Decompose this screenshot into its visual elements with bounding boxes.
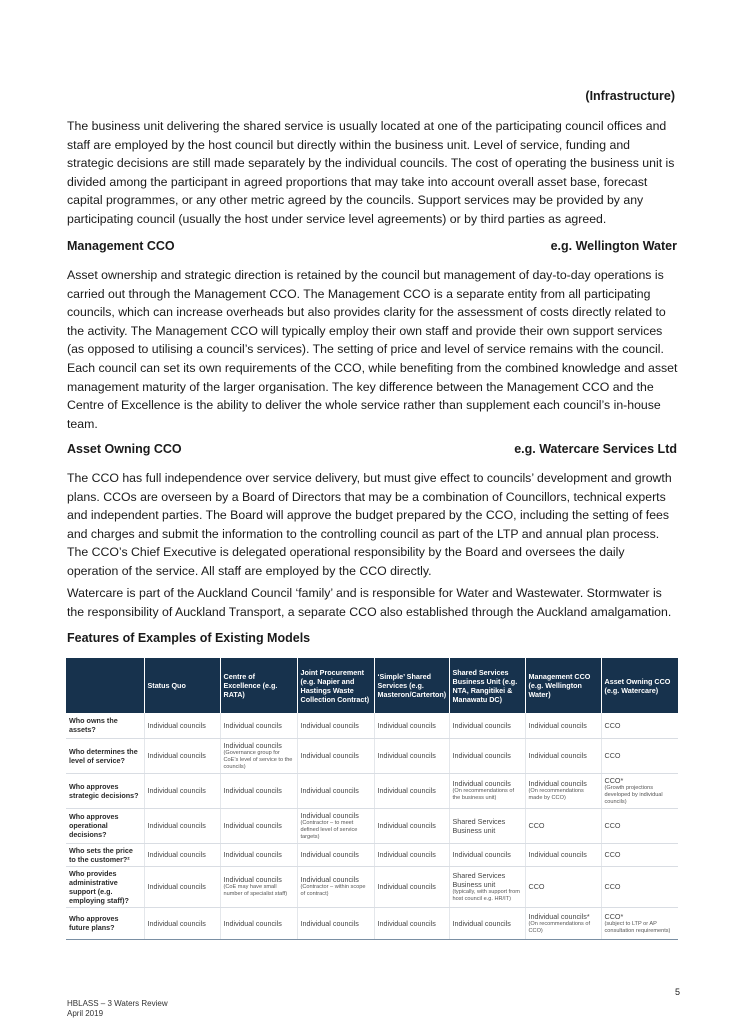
cell-value: Individual councils	[377, 918, 436, 928]
cell-value: Shared Services Business unit	[452, 816, 506, 835]
cell-value: Individual councils	[452, 779, 511, 788]
asset-owning-cco-title: Asset Owning CCO	[67, 442, 182, 456]
table-cell	[449, 907, 525, 939]
cell-value: Individual councils	[528, 850, 587, 859]
management-cco-title: Management CCO	[67, 239, 175, 253]
table-cell	[449, 713, 525, 738]
management-cco-paragraph: Asset ownership and strategic direction is retained by the council but management of day-to-day operations is carried out through the Management CCO. The Management CCO is a separate entity from all participating councils, which can increase overheads but also provides clarity for the assessment of costs directly related to the activity. The Management CCO will typically employ their own staff and provide their own support services (as opposed to utilising a council’s services). The setting of price and level of service remains with the council. Each council can set its own requirements of the CCO, while benefiting from the combined knowledge and asset management maturity of the larger organisation. The key difference between the Management CCO and the Centre of Excellence is the ability to deliver the whole service rather than supplement each council’s in-house team.	[67, 268, 678, 431]
table-cell	[525, 907, 601, 939]
table-row	[66, 907, 678, 939]
cell-value: CCO	[604, 821, 621, 830]
cell-note: (subject to LTP or AP consultation requirements)	[604, 920, 671, 934]
column-header: Status Quo	[144, 658, 220, 713]
cell-value: Individual councils*	[528, 911, 590, 921]
table-cell	[449, 843, 525, 866]
table-row	[66, 713, 678, 738]
cell-value: CCO*	[604, 911, 624, 921]
table-cell	[220, 738, 297, 773]
cell-note: (Contractor – within scope of contract)	[300, 884, 366, 897]
cell-value: Individual councils	[147, 850, 206, 859]
table-cell	[220, 808, 297, 843]
cell-value: Individual councils	[377, 751, 436, 760]
cell-value: Individual councils	[300, 850, 359, 859]
table-cell	[144, 773, 220, 808]
table-cell	[144, 808, 220, 843]
table-cell	[449, 773, 525, 808]
table-cell	[601, 907, 678, 939]
cell-value: Shared Services Business unit	[452, 870, 506, 889]
table-cell	[297, 713, 374, 738]
management-cco-example: e.g. Wellington Water	[550, 239, 677, 253]
cell-value: Individual councils	[300, 720, 359, 730]
cell-note: (CoE may have small number of specialist staff)	[223, 884, 288, 897]
cell-value: Individual councils	[147, 821, 206, 830]
cell-value: Individual councils	[377, 850, 436, 859]
cell-value: Individual councils	[452, 850, 511, 859]
table-cell	[144, 866, 220, 907]
column-header: Asset Owning CCO (e.g. Watercare)	[601, 658, 678, 713]
features-table	[66, 658, 678, 940]
cell-value: Individual councils	[147, 720, 206, 730]
cell-value: Individual councils	[223, 821, 282, 830]
cell-value: Individual councils	[300, 875, 359, 884]
table-cell	[449, 808, 525, 843]
cell-value: Individual councils	[223, 720, 282, 730]
table-cell	[144, 738, 220, 773]
cell-value: Individual councils	[452, 751, 511, 760]
table-cell	[220, 773, 297, 808]
table-cell	[144, 907, 220, 939]
asset-owning-cco-paragraph: The CCO has full independence over service delivery, but must give effect to councils’ development and growth plans. CCOs are overseen by a Board of Directors that may be a combination of Councillors, technical experts and independent parties. The Board will approve the budget prepared by the CCO, including the setting of fees and charges and submit the information to the controlling council as part of the LTP and annual plan process. The CCO’s Chief Executive is delegated operational responsibility by the Board and oversees the daily operation of the service. All staff are employed by the CCO directly.	[67, 471, 672, 578]
cell-value: Individual councils	[223, 740, 282, 750]
table-row	[66, 738, 678, 773]
table-cell	[374, 738, 449, 773]
column-header: Joint Procurement (e.g. Napier and Hastings Waste Collection Contract)	[297, 658, 374, 713]
page-number: 5	[674, 987, 680, 997]
cell-note: (On recommendations made by CCO)	[528, 788, 584, 801]
table-header-row	[66, 658, 678, 713]
row-label: Who approves strategic decisions?	[66, 773, 144, 808]
cell-value: Individual councils	[300, 918, 359, 928]
row-label: Who determines the level of service?	[66, 738, 144, 773]
row-label: Who provides administrative support (e.g. employing staff)?	[66, 866, 144, 907]
table-cell	[449, 738, 525, 773]
table-cell	[297, 843, 374, 866]
cell-value: Individual councils	[147, 882, 206, 891]
table-cell	[144, 843, 220, 866]
cell-value: Individual councils	[147, 786, 206, 795]
table-cell	[297, 773, 374, 808]
cell-note: (typically, with support from host council e.g. HR/IT)	[452, 888, 520, 902]
cell-value: Individual councils	[147, 751, 206, 760]
cell-value: Individual councils	[528, 751, 587, 760]
asset-owning-cco-heading	[67, 442, 677, 456]
table-cell	[220, 907, 297, 939]
management-cco-heading	[67, 239, 677, 253]
cell-value: Individual councils	[223, 875, 282, 884]
table-cell	[297, 738, 374, 773]
cell-note: (Growth projections developed by individual councils)	[604, 784, 663, 805]
cell-value: Individual councils	[300, 810, 359, 820]
cell-value: Individual councils	[147, 918, 206, 928]
cell-value: Individual councils	[377, 882, 436, 891]
cell-value: CCO	[528, 882, 545, 891]
cell-value: CCO	[604, 751, 621, 760]
cell-value: Individual councils	[528, 720, 587, 730]
row-label: Who owns the assets?	[66, 713, 144, 738]
table-cell	[449, 866, 525, 907]
cell-value: Individual councils	[300, 751, 359, 760]
cell-value: Individual councils	[223, 850, 282, 859]
section-tag: (Infrastructure)	[585, 89, 675, 103]
row-label: Who sets the price to the customer?²	[66, 843, 144, 866]
column-header: ‘Simple’ Shared Services (e.g. Masteron/Carterton)	[374, 658, 449, 713]
cell-value: Individual councils	[452, 720, 511, 730]
column-header: Shared Services Business Unit (e.g. NTA, Rangitikei & Manawatu DC)	[449, 658, 525, 713]
table-cell	[220, 843, 297, 866]
cell-value: Individual councils	[528, 779, 587, 788]
footer-date: April 2019	[67, 1008, 104, 1018]
cell-value: CCO	[604, 850, 621, 859]
watercare-paragraph: Watercare is part of the Auckland Council ‘family’ and is responsible for Water and Wastewater. Stormwater is the responsibility of Auckland Transport, a separate CCO also established through the Auckland amalgamation.	[67, 586, 672, 619]
table-cell	[220, 713, 297, 738]
column-header	[66, 658, 144, 713]
table-cell	[374, 907, 449, 939]
row-label: Who approves operational decisions?	[66, 808, 144, 843]
table-row	[66, 843, 678, 866]
table-row	[66, 773, 678, 808]
table-cell	[297, 866, 374, 907]
column-header: Centre of Excellence (e.g. RATA)	[220, 658, 297, 713]
table-cell	[374, 773, 449, 808]
cell-value: Individual councils	[377, 821, 436, 830]
cell-value: Individual councils	[223, 786, 282, 795]
cell-value: CCO	[604, 720, 621, 730]
table-cell	[525, 866, 601, 907]
table-cell	[601, 773, 678, 808]
table-cell	[525, 713, 601, 738]
table-cell	[374, 866, 449, 907]
business-unit-paragraph: The business unit delivering the shared service is usually located at one of the participating council offices and staff are employed by the host council but directly within the business unit. Level of service, funding and strategic decisions are still made separately by the individual councils. The cost of operating the business unit is divided among the participant in agreed proportions that may take into account overall asset base, forecast capital programmes, or any other metric agreed by the councils. Support services may be provided by any participating council (usually the host under service level agreements) or by third parties as agreed.	[67, 119, 675, 226]
table-row	[66, 808, 678, 843]
cell-value: CCO*	[604, 775, 624, 785]
column-header: Management CCO (e.g. Wellington Water)	[525, 658, 601, 713]
footer-title: HBLASS – 3 Waters Review	[67, 999, 168, 1008]
table-cell	[297, 907, 374, 939]
table-cell	[374, 843, 449, 866]
table-cell	[220, 866, 297, 907]
row-label: Who approves future plans?	[66, 907, 144, 939]
cell-value: Individual councils	[452, 918, 511, 928]
table-cell	[525, 773, 601, 808]
footer	[67, 999, 168, 1018]
cell-note: (Contractor – to meet defined level of service targets)	[300, 819, 358, 840]
cell-note: (On recommendations of CCO)	[528, 920, 591, 934]
cell-value: Individual councils	[300, 786, 359, 795]
table-cell	[374, 808, 449, 843]
table-cell	[525, 808, 601, 843]
table-title: Features of Examples of Existing Models	[67, 631, 311, 645]
table-cell	[601, 713, 678, 738]
asset-owning-cco-example: e.g. Watercare Services Ltd	[514, 442, 677, 456]
table-cell	[374, 713, 449, 738]
cell-note: (On recommendations of the business unit)	[452, 788, 515, 801]
table-cell	[601, 843, 678, 866]
cell-value: CCO	[604, 882, 621, 891]
cell-value: Individual councils	[377, 786, 436, 795]
table-cell	[144, 713, 220, 738]
table-cell	[525, 738, 601, 773]
table-cell	[601, 808, 678, 843]
table-cell	[601, 738, 678, 773]
table-cell	[601, 866, 678, 907]
table-row	[66, 866, 678, 907]
cell-value: Individual councils	[377, 720, 436, 730]
table-cell	[297, 808, 374, 843]
cell-value: Individual councils	[223, 918, 282, 928]
cell-value: CCO	[528, 821, 545, 830]
table-cell	[525, 843, 601, 866]
cell-note: (Governance group for CoE’s level of service to the councils)	[223, 749, 293, 770]
